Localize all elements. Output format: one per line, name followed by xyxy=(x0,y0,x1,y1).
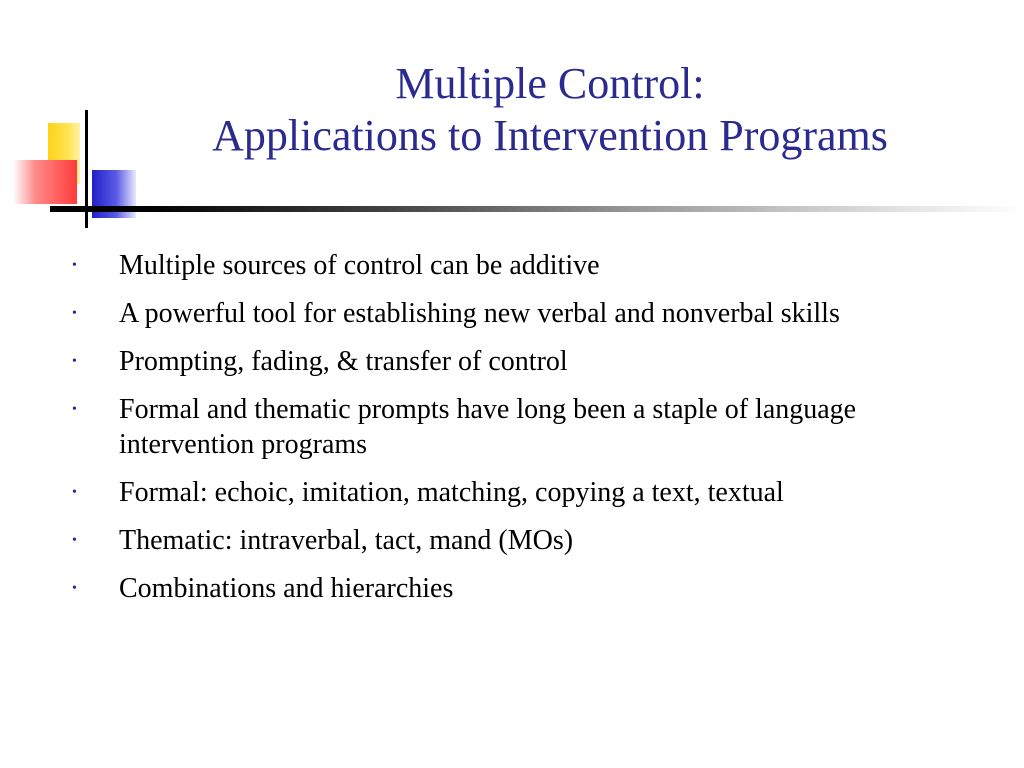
bullet-dot-icon: • xyxy=(72,354,77,369)
bullet-text: Formal: echoic, imitation, matching, copying a text, textual xyxy=(119,477,784,508)
slide-title xyxy=(140,58,960,162)
bullet-text: Combinations and hierarchies xyxy=(119,573,454,604)
title-line-2: Applications to Intervention Programs xyxy=(212,111,888,160)
bullet-item xyxy=(72,248,972,283)
bullet-item xyxy=(72,475,972,510)
bullet-text: Thematic: intraverbal, tact, mand (MOs) xyxy=(119,525,574,556)
title-underline-rule xyxy=(50,206,1024,212)
bullet-text: Multiple sources of control can be additive xyxy=(119,250,600,281)
red-square xyxy=(13,160,77,204)
bullet-dot-icon: • xyxy=(72,402,77,417)
bullet-dot-icon: • xyxy=(72,533,77,548)
bullet-item xyxy=(72,571,972,606)
title-line-1: Multiple Control: xyxy=(395,59,705,108)
bullet-dot-icon: • xyxy=(72,306,77,321)
bullet-dot-icon: • xyxy=(72,485,77,500)
bullet-item xyxy=(72,344,972,379)
bullet-dot-icon: • xyxy=(72,258,77,273)
bullet-list xyxy=(72,248,972,619)
bullet-text: A powerful tool for establishing new verbal and nonverbal skills xyxy=(119,298,840,329)
bullet-text: Prompting, fading, & transfer of control xyxy=(119,346,568,377)
bullet-text: Formal and thematic prompts have long been a staple of language intervention programs xyxy=(119,394,857,460)
bullet-item xyxy=(72,296,972,331)
decorative-squares-logo xyxy=(0,0,140,240)
bullet-item xyxy=(72,523,972,558)
bullet-item xyxy=(72,392,972,462)
bullet-dot-icon: • xyxy=(72,581,77,596)
